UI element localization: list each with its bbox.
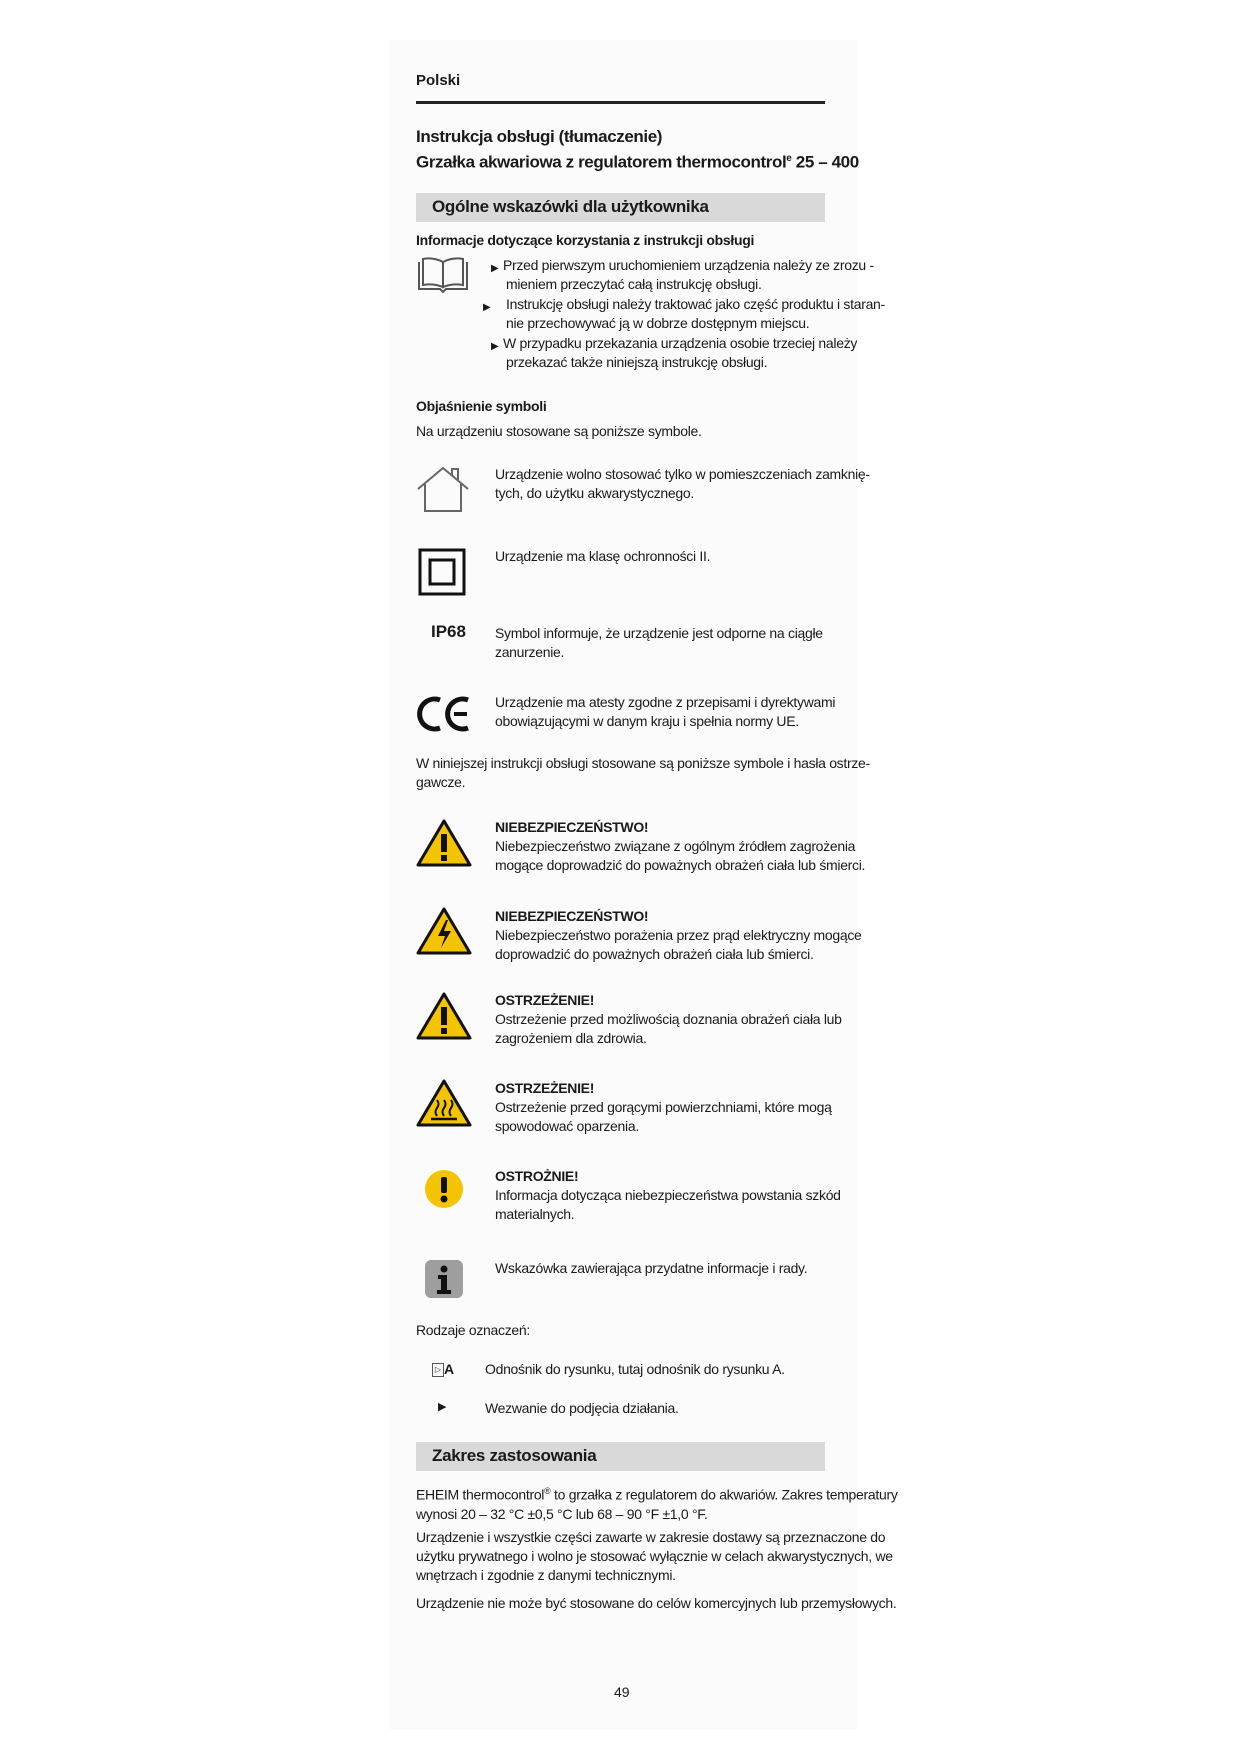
- warning-text: spowodować oparzenia.: [495, 1118, 639, 1134]
- bullet-text: nie przechowywać ją w dobrze dostępnym miejscu.: [506, 315, 810, 331]
- symbol-description: [495, 624, 823, 662]
- info-icon: [424, 1259, 464, 1304]
- bullet-text: przekazać także niniejszą instrukcję obsługi.: [506, 354, 768, 370]
- bullet-text: Przed pierwszym uruchomieniem urządzenia należy ze zrozu -: [503, 257, 874, 273]
- warning-title: NIEBEZPIECZEŃSTWO!: [495, 908, 649, 924]
- warnings-intro-line: W niniejszej instrukcji obsługi stosowane są poniższe symbole i hasła ostrze-: [416, 755, 870, 771]
- paragraph-text: Urządzenie i wszystkie części zawarte w zakresie dostawy są przeznaczone do: [416, 1529, 886, 1545]
- warning-text: Niebezpieczeństwo związane z ogólnym źródłem zagrożenia: [495, 838, 856, 854]
- protection-class-ii-icon: [418, 548, 466, 601]
- section-heading-text: Ogólne wskazówki dla użytkownika: [432, 197, 709, 216]
- scope-paragraph-1: [416, 1482, 898, 1524]
- warning-text: Informacja dotycząca niebezpieczeństwa powstania szkód: [495, 1187, 841, 1203]
- symbol-text: tych, do użytku akwarystycznego.: [495, 485, 694, 501]
- ip68-label: IP68: [431, 622, 466, 641]
- section-heading-text: Zakres zastosowania: [432, 1446, 597, 1465]
- action-arrow-icon: ▶: [438, 1401, 447, 1413]
- list-item: ▶ Instrukcję obsługi należy traktować jako część produktu i staran- nie przechowywać ją w dobrze dostępnym miejscu.: [483, 296, 885, 331]
- title-superscript: e: [786, 153, 792, 164]
- bullet-text: W przypadku przekazania urządzenia osobie trzeciej należy: [503, 335, 858, 351]
- subheading-instructions: Informacje dotyczące korzystania z instrukcji obsługi: [416, 232, 755, 248]
- warnings-intro-line: gawcze.: [416, 774, 466, 790]
- title-model-range: 25 – 400: [791, 152, 859, 172]
- markings-heading: Rodzaje oznaczeń:: [416, 1322, 530, 1338]
- subheading-symbols: Objaśnienie symboli: [416, 398, 547, 414]
- title-line-2-text: Grzałka akwariowa z regulatorem thermocontrol: [416, 152, 787, 172]
- warning-block: [495, 991, 842, 1048]
- house-icon: [416, 465, 470, 518]
- marking-description: Wezwanie do podjęcia działania.: [485, 1400, 679, 1416]
- paragraph-text: użytku prywatnego i wolno je stosować wyłącznie w celach akwarystycznych, we: [416, 1548, 893, 1564]
- warning-title: OSTRZEŻENIE!: [495, 1080, 595, 1096]
- warning-block: [495, 1079, 832, 1136]
- bullet-text: mieniem przeczytać całą instrukcję obsługi.: [506, 276, 762, 292]
- warning-text: Ostrzeżenie przed możliwością doznania obrażeń ciała lub: [495, 1011, 842, 1027]
- title-line-2: [416, 148, 859, 174]
- paragraph-text: wnętrzach i zgodnie z danymi technicznymi.: [416, 1567, 676, 1583]
- document-title: [416, 126, 859, 174]
- warning-triangle-icon: [416, 991, 472, 1046]
- warning-text: Niebezpieczeństwo porażenia przez prąd elektryczny mogące: [495, 927, 862, 943]
- section-heading-scope: [416, 1442, 825, 1471]
- symbols-intro: Na urządzeniu stosowane są poniższe symbole.: [416, 423, 702, 439]
- symbol-text: Urządzenie ma atesty zgodne z przepisami i dyrektywami: [495, 694, 836, 710]
- warning-text: mogące doprowadzić do poważnych obrażeń ciała lub śmierci.: [495, 857, 866, 873]
- title-line-1: Instrukcja obsługi (tłumaczenie): [416, 127, 663, 146]
- symbol-description: Urządzenie ma klasę ochronności II.: [495, 548, 711, 564]
- symbol-text: Urządzenie wolno stosować tylko w pomieszczeniach zamknię-: [495, 466, 870, 482]
- ce-mark-icon: [416, 694, 472, 739]
- warning-title: NIEBEZPIECZEŃSTWO!: [495, 819, 649, 835]
- header-rule: [416, 101, 825, 104]
- paragraph-text: EHEIM thermocontrol: [416, 1486, 545, 1503]
- scope-paragraph-3: Urządzenie nie może być stosowane do celów komercyjnych lub przemysłowych.: [416, 1595, 897, 1611]
- hot-surface-icon: [416, 1078, 472, 1133]
- warning-triangle-icon: [416, 818, 472, 873]
- language-label: Polski: [416, 72, 461, 89]
- electric-hazard-icon: [416, 906, 472, 961]
- book-icon: [416, 256, 470, 299]
- caution-circle-icon: [423, 1168, 465, 1215]
- scope-paragraph-2: [416, 1528, 893, 1585]
- warning-text: materialnych.: [495, 1206, 575, 1222]
- warning-text: doprowadzić do poważnych obrażeń ciała lub śmierci.: [495, 946, 814, 962]
- paragraph-text: wynosi 20 – 32 °C ±0,5 °C lub 68 – 90 °F ±1,0 °F.: [416, 1505, 708, 1522]
- page-number: 49: [614, 1684, 630, 1700]
- symbol-description: [495, 465, 870, 503]
- warning-block: [495, 1167, 841, 1224]
- warning-text: Ostrzeżenie przed gorącymi powierzchniami, które mogą: [495, 1099, 832, 1115]
- symbol-text: Symbol informuje, że urządzenie jest odporne na ciągłe: [495, 625, 823, 641]
- section-heading-general: [416, 193, 825, 222]
- list-item: ▶ Przed pierwszym uruchomieniem urządzenia należy ze zrozu - mieniem przeczytać całą instrukcję obsługi.: [491, 257, 874, 292]
- symbol-description: [495, 693, 835, 731]
- warning-title: OSTROŻNIE!: [495, 1168, 579, 1184]
- warnings-intro: [416, 754, 870, 792]
- bullet-text: Instrukcję obsługi należy traktować jako część produktu i staran-: [506, 296, 885, 312]
- list-item: ▶ W przypadku przekazania urządzenia osobie trzeciej należy przekazać także niniejszą instrukcję obsługi.: [491, 335, 858, 370]
- figure-reference-icon: ▷ A: [432, 1361, 454, 1377]
- warning-block: [495, 818, 865, 875]
- symbol-text: obowiązującymi w danym kraju i spełnia normy UE.: [495, 713, 799, 729]
- warning-text: zagrożeniem dla zdrowia.: [495, 1030, 647, 1046]
- symbol-text: zanurzenie.: [495, 644, 565, 660]
- warning-block: [495, 907, 862, 964]
- registered-mark: ®: [544, 1486, 551, 1496]
- info-description: Wskazówka zawierająca przydatne informacje i rady.: [495, 1260, 808, 1276]
- figure-reference-letter: A: [444, 1361, 455, 1377]
- warning-title: OSTRZEŻENIE!: [495, 992, 595, 1008]
- paragraph-text: to grzałka z regulatorem do akwariów. Zakres temperatury: [550, 1486, 898, 1503]
- marking-description: Odnośnik do rysunku, tutaj odnośnik do rysunku A.: [485, 1361, 785, 1377]
